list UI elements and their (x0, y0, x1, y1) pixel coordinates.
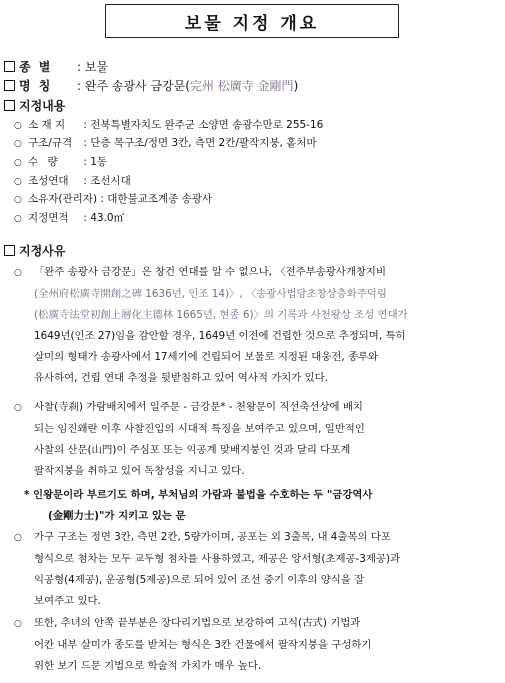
line-text: 가구 구조는 정면 3칸, 측면 2칸, 5량가이며, 공포는 외 3출목, 내 4출목의 다포 (34, 531, 391, 543)
circle-bullet-icon: ○ (14, 403, 22, 413)
detail-value: 대한불교조계종 송광사 (107, 193, 213, 205)
paragraph-line: 1649년(인조 27)임을 감안할 경우, 1649년 이전에 건립한 것으로 추정되며, 특히 (34, 330, 406, 342)
paragraph-line (14, 397, 498, 419)
paragraph-line: 유사하여, 건립 연대 추정을 뒷받침하고 있어 역사적 가치가 있다. (34, 372, 328, 384)
detail-label: 수 량 (28, 156, 61, 168)
paragraph-line: 위한 보기 드문 기법으로 학술적 가치가 매우 높다. (34, 660, 262, 672)
circle-bullet-icon: ○ (14, 533, 22, 543)
detail-label: 소유자(관리자) (28, 193, 98, 205)
footnote-line: * 인왕문이라 부르기도 하며, 부처님의 가람과 불법을 수호하는 두 "금강역사 (24, 489, 373, 501)
line-text: 사찰(寺刹) 가람배치에서 일주문 - 금강문* - 천왕문이 직선축선상에 배치 (34, 401, 363, 413)
paragraph-line: 팔작지붕을 취하고 있어 독창성을 지니고 있다. (34, 465, 245, 477)
name-label: 명 칭 (19, 79, 53, 93)
square-bullet-icon (4, 80, 15, 91)
paragraph-line: 익공형(4제공), 운공형(5제공)으로 되어 있어 조선 중기 이후의 양식을 잘 (34, 574, 365, 586)
reason-paragraph-4 (14, 613, 498, 677)
paragraph-line: 살미의 형태가 송광사에서 17세기에 건립되어 보물로 지정된 대웅전, 종루와 (34, 351, 379, 363)
name-hanja: 完州 松廣寺 金剛門 (189, 79, 294, 93)
detail-item-quantity: ○ 수 량 : 1동 (14, 156, 108, 168)
details-heading (4, 97, 65, 114)
name-close: ) (293, 79, 299, 93)
paragraph-line: (全州府松廣寺開創之碑 1636년, 인조 14)〉, 〈송광사법당초창상층화주덕림 (34, 288, 387, 300)
detail-item-area: ○ 지정면적 : 43.0㎡ (14, 212, 125, 224)
square-bullet-icon (4, 100, 15, 111)
paragraph-line: (松廣寺法堂初創上層化主德林 1665년, 현종 6)〉의 기록과 사천왕상 조성 연대가 (34, 309, 408, 321)
circle-bullet-icon: ○ (14, 139, 22, 149)
detail-value: 전북특별자치도 완주군 소양면 송광수만로 255-16 (90, 119, 324, 131)
reason-paragraph-1 (14, 262, 498, 389)
kind-row (4, 58, 108, 75)
name-row (4, 77, 298, 94)
kind-colon: : (77, 60, 85, 74)
detail-item-structure: ○ 구조/규격 : 단층 목구조/정면 3칸, 측면 2칸/팔작지붕, 홑처마 (14, 137, 317, 149)
circle-bullet-icon: ○ (14, 177, 22, 187)
detail-label: 조성연대 (28, 175, 69, 187)
square-bullet-icon (4, 245, 15, 256)
details-heading-text: 지정내용 (19, 99, 66, 113)
detail-value: 1동 (90, 156, 108, 168)
paragraph-line (14, 613, 498, 635)
footnote (24, 485, 498, 527)
line-text: 「완주 송광사 금강문」은 창건 연대를 알 수 없으나, 〈전주부송광사개창지비 (34, 266, 386, 278)
kind-label: 종 별 (19, 60, 53, 74)
line-text: 또한, 추녀의 안쪽 끝부분은 장다리기법으로 보강하여 고식(古式) 기법과 (34, 617, 361, 629)
paragraph-line: 되는 임진왜란 이후 사찰진입의 시대적 특징을 보여주고 있으며, 일반적인 (34, 423, 365, 435)
name-value: 완주 송광사 금강문( (84, 79, 190, 93)
detail-item-period: ○ 조성연대 : 조선시대 (14, 175, 131, 187)
detail-item-owner: ○ 소유자(관리자) : 대한불교조계종 송광사 (14, 193, 213, 205)
detail-label: 구조/규격 (28, 137, 73, 149)
kind-value: 보물 (84, 60, 109, 74)
paragraph-line (14, 262, 498, 284)
reason-paragraph-3 (14, 527, 498, 612)
page-title: 보물 지정 개요 (105, 4, 399, 38)
paragraph-line: 어칸 내부 살미가 종도를 받치는 형식은 3칸 건물에서 팔작지붕을 구성하기 (34, 639, 372, 651)
square-bullet-icon (4, 61, 15, 72)
reasons-heading-text: 지정사유 (19, 244, 66, 258)
name-colon: : (77, 79, 85, 93)
circle-bullet-icon: ○ (14, 195, 22, 205)
paragraph-line (14, 527, 498, 549)
detail-value: 43.0㎡ (90, 212, 125, 224)
circle-bullet-icon: ○ (14, 121, 22, 131)
circle-bullet-icon: ○ (14, 214, 22, 224)
circle-bullet-icon: ○ (14, 158, 22, 168)
footnote-line: (金剛力士)"가 지키고 있는 문 (48, 510, 186, 522)
reasons-heading (4, 242, 65, 259)
reason-paragraph-2 (14, 397, 498, 482)
detail-label: 지정면적 (28, 212, 69, 224)
circle-bullet-icon: ○ (14, 619, 22, 629)
paragraph-line: 형식으로 첨차는 모두 교두형 첨차를 사용하였고, 제공은 앙서형(초제공-3제공)과 (34, 553, 401, 565)
detail-label: 소 재 지 (28, 119, 66, 131)
detail-value: 조선시대 (90, 175, 131, 187)
circle-bullet-icon: ○ (14, 268, 22, 278)
detail-value: 단층 목구조/정면 3칸, 측면 2칸/팔작지붕, 홑처마 (90, 137, 317, 149)
paragraph-line: 보여주고 있다. (34, 595, 101, 607)
detail-item-location: ○ 소 재 지 : 전북특별자치도 완주군 소양면 송광수만로 255-16 (14, 119, 324, 131)
paragraph-line: 사찰의 산문(山門)이 주심포 또는 익공계 맞배지붕인 것과 달리 다포계 (34, 444, 351, 456)
